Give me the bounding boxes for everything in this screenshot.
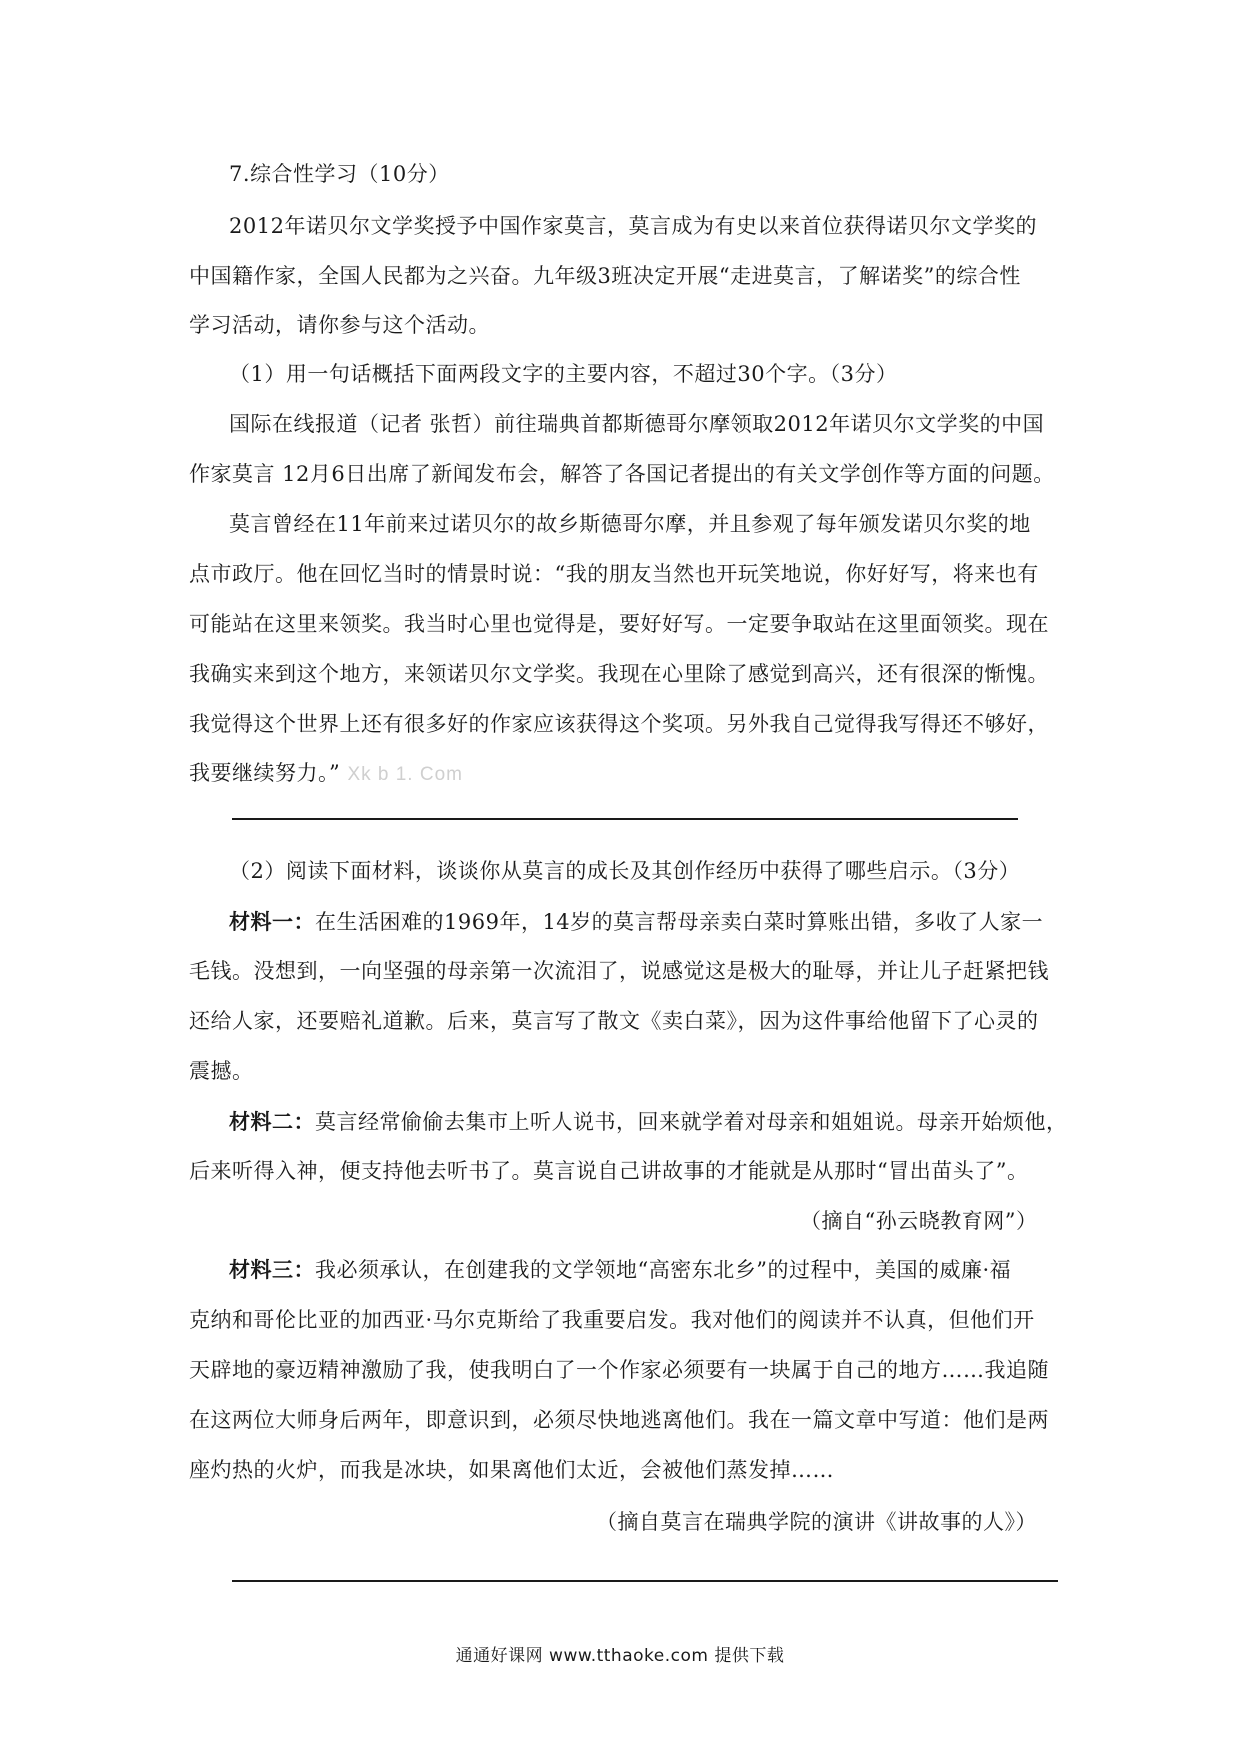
answer-line-1 (232, 818, 1018, 820)
material-2-label: 材料二： (229, 1109, 315, 1134)
material-1-line-4: 震撼。 (189, 1059, 254, 1083)
material-2-line-2: 后来听得入神，便支持他去听书了。莫言说自己讲故事的才能就是从那时“冒出苗头了”。 (189, 1159, 1029, 1183)
material-1-line-2: 毛钱。没想到，一向坚强的母亲第一次流泪了，说感觉这是极大的耻辱，并让儿子赶紧把钱 (189, 959, 1049, 983)
watermark-text: Xk b 1. Com (347, 764, 463, 785)
q1-para2-last: 我要继续努力。” (189, 761, 341, 785)
material-3-text-1: 我必须承认，在创建我的文学领地“高密东北乡”的过程中，美国的威廉·福 (315, 1258, 1012, 1282)
material-2-line-1 (229, 1108, 1068, 1136)
question-1-prompt: （1）用一句话概括下面两段文字的主要内容，不超过30个字。（3分） (229, 362, 898, 386)
material-2-text-1: 莫言经常偷偷去集市上听人说书，回来就学着对母亲和姐姐说。母亲开始烦他， (315, 1110, 1068, 1134)
q1-para2-line-2: 点市政厅。他在回忆当时的情景时说：“我的朋友当然也开玩笑地说，你好好写，将来也有 (189, 562, 1039, 586)
intro-line-2: 中国籍作家，全国人民都为之兴奋。九年级3班决定开展“走进莫言，了解诺奖”的综合性 (189, 264, 1021, 288)
q1-para1-line-1: 国际在线报道（记者 张哲）前往瑞典首都斯德哥尔摩领取2012年诺贝尔文学奖的中国 (229, 412, 1045, 436)
q1-para2-line-3: 可能站在这里来领奖。我当时心里也觉得是，要好好写。一定要争取站在这里面领奖。现在 (189, 612, 1049, 636)
q1-para2-line-1: 莫言曾经在11年前来过诺贝尔的故乡斯德哥尔摩，并且参观了每年颁发诺贝尔奖的地 (229, 512, 1031, 536)
question-2-prompt: （2）阅读下面材料，谈谈你从莫言的成长及其创作经历中获得了哪些启示。（3分） (229, 859, 1021, 883)
material-1-line-1 (229, 908, 1043, 936)
material-1-label: 材料一： (229, 909, 315, 934)
material-3-line-2: 克纳和哥伦比亚的加西亚·马尔克斯给了我重要启发。我对他们的阅读并不认真，但他们开 (189, 1308, 1035, 1332)
material-2-source: （摘自“孙云晓教育网”） (800, 1209, 1038, 1233)
material-1-line-3: 还给人家，还要赔礼道歉。后来，莫言写了散文《卖白菜》，因为这件事给他留下了心灵的 (189, 1009, 1039, 1033)
material-3-source: （摘自莫言在瑞典学院的演讲《讲故事的人》） (596, 1510, 1037, 1534)
material-3-line-1 (229, 1256, 1011, 1284)
intro-line-1: 2012年诺贝尔文学奖授予中国作家莫言，莫言成为有史以来首位获得诺贝尔文学奖的 (229, 214, 1037, 238)
material-3-label: 材料三： (229, 1257, 315, 1282)
material-3-line-3: 天辟地的豪迈精神激励了我，使我明白了一个作家必须要有一块属于自己的地方……我追随 (189, 1358, 1049, 1382)
answer-line-2 (232, 1580, 1058, 1582)
material-3-line-5: 座灼热的火炉，而我是冰块，如果离他们太近，会被他们蒸发掉…… (189, 1458, 834, 1482)
q1-para1-line-2: 作家莫言 12月6日出席了新闻发布会，解答了各国记者提出的有关文学创作等方面的问题。 (189, 462, 1055, 486)
material-3-line-4: 在这两位大师身后两年，即意识到，必须尽快地逃离他们。我在一篇文章中写道：他们是两 (189, 1408, 1049, 1432)
q1-para2-line-4: 我确实来到这个地方，来领诺贝尔文学奖。我现在心里除了感觉到高兴，还有很深的惭愧。 (189, 662, 1049, 686)
section-heading: 7.综合性学习（10分） (229, 162, 450, 186)
page-footer: 通通好课网 www.tthaoke.com 提供下载 (455, 1646, 785, 1666)
intro-line-3: 学习活动，请你参与这个活动。 (189, 313, 490, 337)
q1-para2-line-5: 我觉得这个世界上还有很多好的作家应该获得这个奖项。另外我自己觉得我写得还不够好， (189, 712, 1049, 736)
material-1-text-1: 在生活困难的1969年，14岁的莫言帮母亲卖白菜时算账出错，多收了人家一 (315, 910, 1044, 934)
q1-para2-line-6 (189, 759, 463, 789)
